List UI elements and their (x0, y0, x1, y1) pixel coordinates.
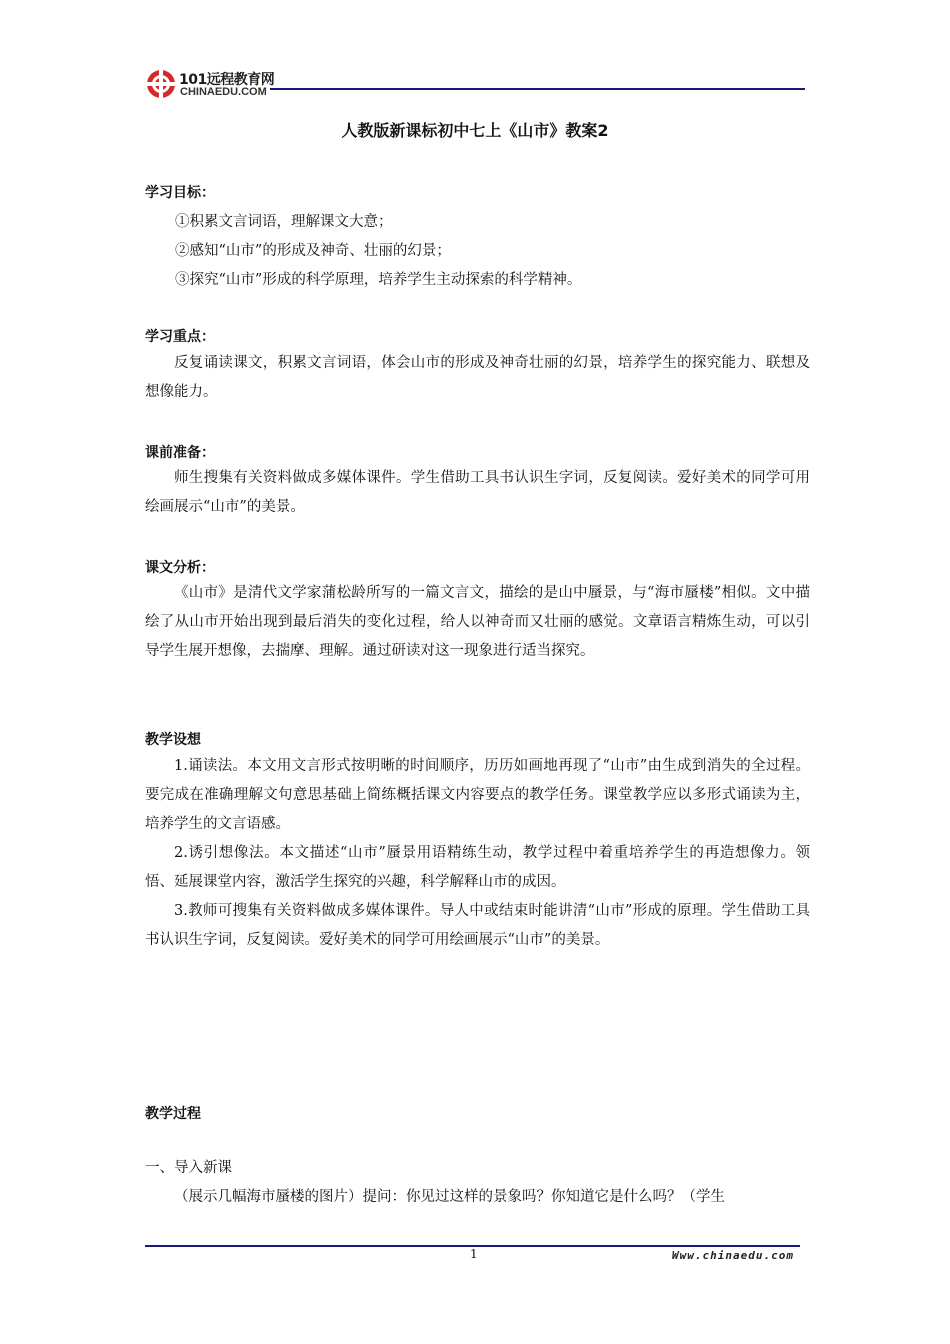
process-heading: 教学过程 (145, 1106, 201, 1122)
analysis-text: 《山市》是清代文学家蒲松龄所写的一篇文言文，描绘的是山中蜃景，与“海市蜃楼”相似。文中描绘了从山市开始出现到最后消失的变化过程，给人以神奇而又壮丽的感觉。文章语言精炼生动，可以引导学生展开想像，去揣摩、理解。通过研读对这一现象进行适当探究。 (145, 585, 810, 659)
goal-item: ③探究“山市”形成的科学原理，培养学生主动探索的科学精神。 (175, 272, 582, 288)
goal-item: ①积累文言词语，理解课文大意； (175, 214, 393, 230)
goal-item: ②感知“山市”的形成及神奇、壮丽的幻景； (175, 243, 451, 259)
page-number: 1 (470, 1247, 478, 1261)
footer-url: Www.chinaedu.com (672, 1249, 794, 1262)
logo-text-en: CHINAEDU.COM (180, 86, 267, 98)
preparation-heading: 课前准备： (145, 445, 215, 461)
design-item-3: 3.教师可搜集有关资料做成多媒体课件。导人中或结束时能讲清“山市”形成的原理。学生借助工具书认识生字词，反复阅读。爱好美术的同学可用绘画展示“山市”的美景。 (145, 903, 810, 948)
header-rule (270, 88, 805, 90)
logo-text-cn: 101远程教育网 (179, 72, 275, 88)
logo-emblem-icon (145, 68, 177, 100)
design-item-2: 2.诱引想像法。本文描述“山市”蜃景用语精练生动，教学过程中着重培养学生的再造想像力。领悟、延展课堂内容，激活学生探究的兴趣，科学解释山市的成因。 (145, 845, 810, 890)
design-item-1: 1.诵读法。本文用文言形式按明晰的时间顺序，历历如画地再现了“山市”由生成到消失的全过程。要完成在准确理解文句意思基础上简练概括课文内容要点的教学任务。课堂教学应以多形式诵读为主，培养学生的文言语感。 (145, 758, 810, 832)
document-title: 人教版新课标初中七上《山市》教案2 (341, 121, 609, 140)
design-heading: 教学设想 (145, 732, 201, 748)
key-points-text: 反复诵读课文，积累文言词语，体会山市的形成及神奇壮丽的幻景，培养学生的探究能力、联想及想像能力。 (145, 355, 810, 400)
goals-heading: 学习目标： (145, 185, 215, 201)
site-logo (145, 68, 285, 104)
analysis-heading: 课文分析： (145, 560, 215, 576)
section-1-title: 一、导入新课 (145, 1160, 232, 1176)
section-1-text: （展示几幅海市蜃楼的图片）提问：你见过这样的景象吗？你知道它是什么吗？（学生 (174, 1189, 725, 1205)
key-points-heading: 学习重点： (145, 329, 215, 345)
preparation-text: 师生搜集有关资料做成多媒体课件。学生借助工具书认识生字词，反复阅读。爱好美术的同学可用绘画展示“山市”的美景。 (145, 470, 810, 515)
